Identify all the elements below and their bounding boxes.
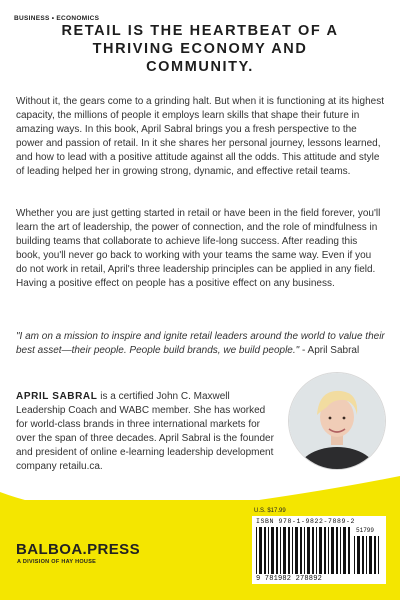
quote-attribution: - April Sabral	[301, 345, 360, 356]
category-label: BUSINESS • ECONOMICS	[14, 15, 100, 22]
author-quote	[16, 330, 388, 358]
author-bio	[16, 390, 274, 474]
publisher-logo	[16, 541, 140, 565]
author-photo	[288, 372, 386, 470]
description-paragraph-1: Without it, the gears come to a grinding halt. But when it is functioning at its highest capacity, the millions of people it employs learn skills that shape their future in amazing ways. In this book, April Sabral brings you a fresh perspective to the power and passion of retail. In it she shares her personal journey, lessons learned, and how to lead with a positive attitude against all the odds. This attitude and style of leading helped her in growing strong, dynamic, and effective retail teams.	[16, 96, 384, 177]
ean-barcode-icon	[256, 527, 352, 574]
publisher-name: BALBOA.PRESS	[16, 541, 140, 558]
isbn-number: ISBN 978-1-9822-7889-2	[256, 518, 356, 525]
quote-text: "I am on a mission to inspire and ignite retail leaders around the world to value their best asset—their people. People build brands, we build people."	[16, 331, 385, 356]
headline: RETAIL IS THE HEARTBEAT OF A THRIVING ECONOMY AND COMMUNITY.	[61, 23, 339, 75]
author-portrait-image	[289, 373, 385, 469]
isbn-barcode	[252, 516, 386, 584]
price-code: 51799	[356, 527, 375, 534]
price-label: U.S. $17.99	[254, 508, 286, 514]
author-name: APRIL SABRAL	[16, 391, 98, 402]
ean-digits: 9 781982 278892	[256, 575, 323, 583]
addon-barcode-icon	[354, 536, 382, 574]
publisher-subtitle: A DIVISION OF HAY HOUSE	[17, 559, 97, 565]
description-paragraph-2: Whether you are just getting started in retail or have been in the field forever, you'll learn the art of leadership, the power of connection, and the role of mindfulness in building teams that collaborate to achieve life-long success. After reading this book, you'll never go back to working with your teams the same way. Even if you do not work in retail, April's three leadership principles can be applied in any field. Having a positive effect on people has a positive effect on any business.	[16, 208, 381, 289]
author-bio-text: is a certified John C. Maxwell Leadership Coach and WABC member. She has worked for world-class brands in three international markets for over the span of three decades. April Sabral is the founder and president of online e-learning leadership development company retailu.ca.	[16, 391, 274, 472]
